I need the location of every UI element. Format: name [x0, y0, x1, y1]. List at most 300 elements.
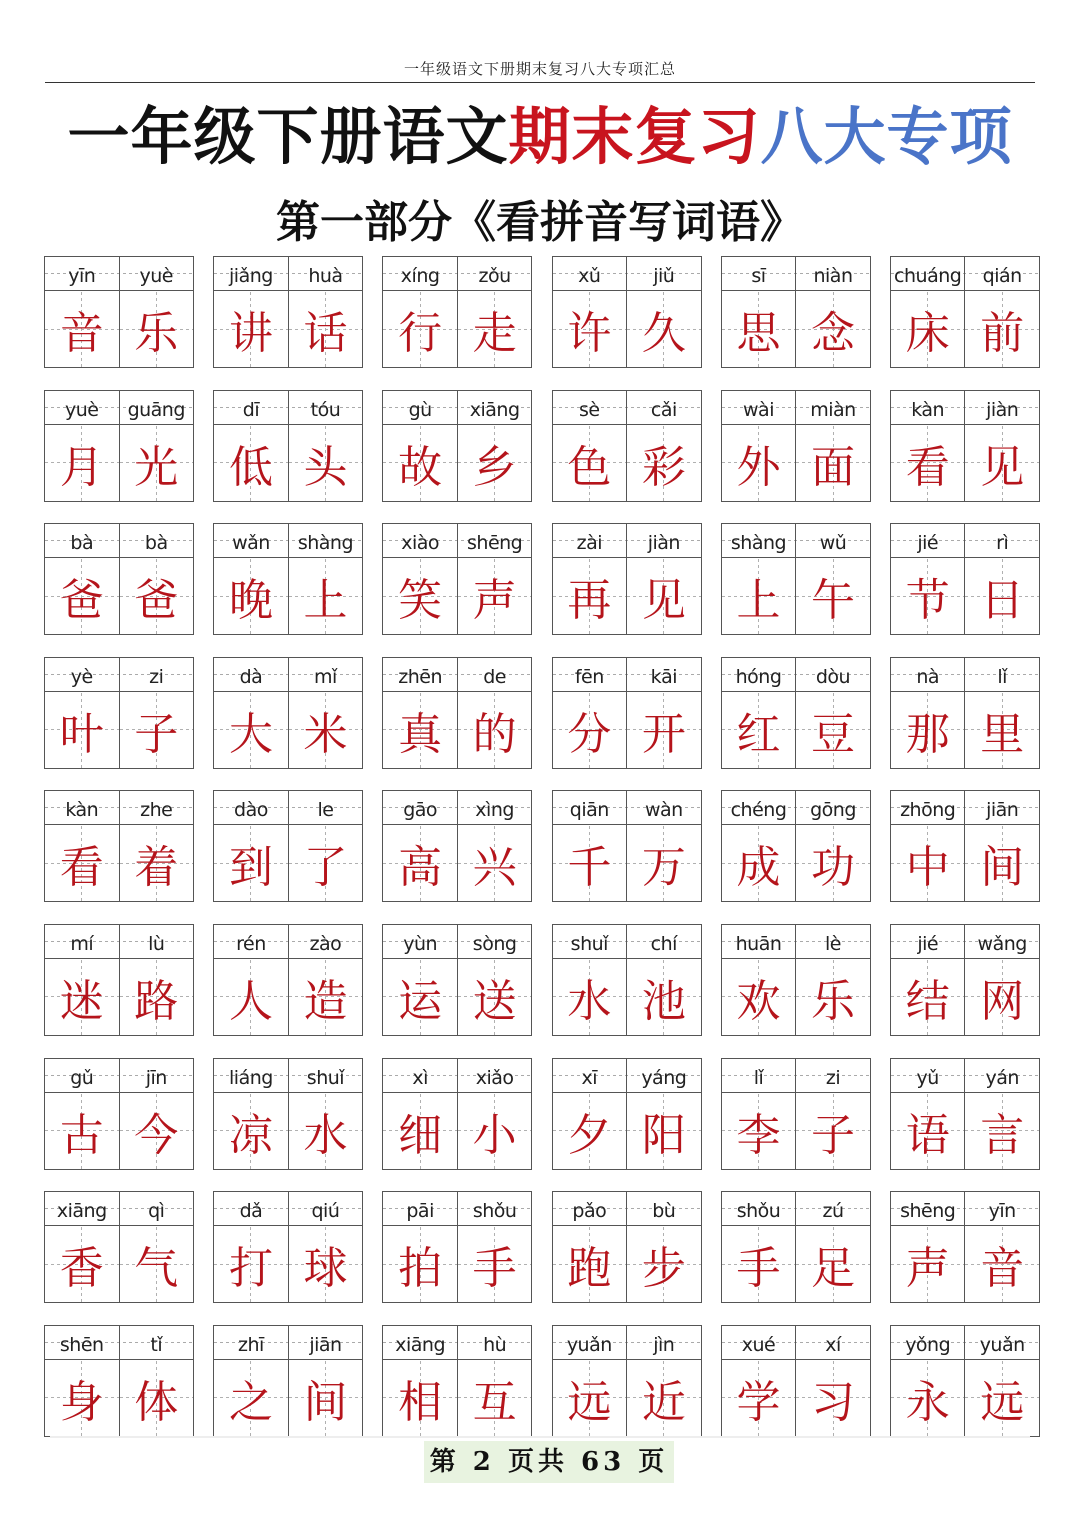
pinyin-syllable: zǒu — [478, 265, 511, 287]
pinyin-syllable: yè — [45, 658, 120, 691]
hanzi-writing-cell: 上 — [722, 558, 797, 634]
pinyin-row — [45, 1192, 193, 1226]
pinyin-row — [214, 1326, 362, 1360]
title-part-eight-topics: 八大专项 — [760, 100, 1013, 173]
pinyin-row — [383, 658, 531, 692]
character-row — [383, 291, 531, 367]
pinyin-row — [891, 791, 1039, 825]
pinyin-syllable: xué — [722, 1326, 797, 1359]
pinyin-syllable: bà — [144, 532, 168, 555]
character-row — [722, 1226, 870, 1302]
character-row — [45, 959, 193, 1035]
hanzi-writing-cell: 结 — [891, 959, 966, 1035]
pinyin-syllable: jié — [891, 524, 966, 557]
character-row — [214, 1226, 362, 1302]
hanzi-writing-cell: 言 — [965, 1093, 1039, 1169]
pinyin-syllable: bù — [652, 1200, 676, 1223]
hanzi-writing-cell: 到 — [214, 825, 289, 901]
pinyin-syllable: pāi — [383, 1192, 458, 1225]
character-row — [214, 1360, 362, 1436]
hanzi-writing-cell: 音 — [45, 291, 120, 367]
hanzi-writing-cell: 李 — [722, 1093, 797, 1169]
pinyin-syllable: jiǔ — [653, 265, 675, 287]
pinyin-syllable: chéng — [722, 791, 797, 824]
pinyin-row — [553, 1059, 701, 1093]
pinyin-syllable: lù — [148, 932, 165, 955]
hanzi-writing-cell: 远 — [965, 1360, 1039, 1436]
character-row — [553, 692, 701, 768]
pinyin-row — [722, 1059, 870, 1093]
pinyin-syllable: sòng — [472, 932, 517, 955]
pinyin-syllable: shàng — [722, 524, 797, 557]
pinyin-row — [383, 1059, 531, 1093]
pinyin-syllable: zhe — [140, 799, 173, 822]
pinyin-row — [45, 925, 193, 959]
pinyin-syllable: yùn — [383, 925, 458, 958]
hanzi-writing-cell: 久 — [627, 291, 701, 367]
hanzi-writing-cell: 近 — [627, 1360, 701, 1436]
pinyin-syllable: zi — [149, 665, 164, 688]
pinyin-syllable: xiāng — [469, 398, 520, 421]
word-grid — [44, 256, 1040, 1437]
character-row — [891, 425, 1039, 501]
hanzi-writing-cell: 声 — [891, 1226, 966, 1302]
pinyin-row — [722, 257, 870, 291]
hanzi-writing-cell: 乐 — [120, 291, 194, 367]
hanzi-writing-cell: 念 — [796, 291, 870, 367]
word-card — [552, 790, 702, 902]
character-row — [553, 959, 701, 1035]
pinyin-row — [214, 391, 362, 425]
pinyin-syllable: shàng — [297, 532, 354, 555]
word-card — [213, 390, 363, 502]
hanzi-writing-cell: 迷 — [45, 959, 120, 1035]
pinyin-syllable: wàn — [644, 799, 683, 822]
hanzi-writing-cell: 分 — [553, 692, 628, 768]
pinyin-syllable: kàn — [45, 791, 120, 824]
pinyin-syllable: yīn — [988, 1200, 1016, 1223]
character-row — [722, 1360, 870, 1436]
hanzi-writing-cell: 古 — [45, 1093, 120, 1169]
word-card — [382, 390, 532, 502]
hanzi-writing-cell: 习 — [796, 1360, 870, 1436]
pinyin-syllable: yán — [985, 1066, 1019, 1089]
hanzi-writing-cell: 之 — [214, 1360, 289, 1436]
hanzi-writing-cell: 外 — [722, 425, 797, 501]
character-row — [891, 1226, 1039, 1302]
pinyin-syllable: yuè — [139, 265, 173, 287]
character-row — [45, 692, 193, 768]
hanzi-writing-cell: 面 — [796, 425, 870, 501]
word-card — [890, 256, 1040, 368]
word-card — [721, 790, 871, 902]
pinyin-syllable: shǒu — [472, 1200, 517, 1223]
hanzi-writing-cell: 走 — [458, 291, 532, 367]
word-card — [890, 924, 1040, 1036]
pinyin-syllable: pǎo — [553, 1192, 628, 1225]
character-row — [553, 1226, 701, 1302]
hanzi-writing-cell: 足 — [796, 1226, 870, 1302]
hanzi-writing-cell: 水 — [289, 1093, 363, 1169]
pinyin-row — [45, 658, 193, 692]
pinyin-syllable: wǎng — [977, 932, 1027, 955]
character-row — [214, 692, 362, 768]
pinyin-syllable: wǔ — [819, 532, 847, 555]
hanzi-writing-cell: 的 — [458, 692, 532, 768]
pinyin-row — [722, 1192, 870, 1226]
word-card — [44, 256, 194, 368]
pinyin-row — [45, 524, 193, 558]
word-card — [382, 1058, 532, 1170]
word-card — [382, 924, 532, 1036]
hanzi-writing-cell: 里 — [965, 692, 1039, 768]
pinyin-row — [214, 925, 362, 959]
word-card — [44, 790, 194, 902]
pinyin-syllable: jiàn — [647, 532, 680, 555]
pinyin-syllable: zào — [309, 932, 342, 955]
pinyin-syllable: jié — [891, 925, 966, 958]
pinyin-syllable: xiāng — [45, 1192, 120, 1225]
pinyin-row — [45, 391, 193, 425]
word-card — [890, 523, 1040, 635]
hanzi-writing-cell: 子 — [796, 1093, 870, 1169]
pinyin-row — [214, 257, 362, 291]
pinyin-row — [553, 391, 701, 425]
word-card — [382, 523, 532, 635]
character-row — [553, 425, 701, 501]
pinyin-row — [45, 257, 193, 291]
pinyin-syllable: shǒu — [722, 1192, 797, 1225]
pinyin-syllable: shēng — [891, 1192, 966, 1225]
pinyin-syllable: sè — [553, 391, 628, 424]
main-title — [0, 96, 1080, 178]
pinyin-syllable: jiān — [986, 799, 1019, 822]
pinyin-row — [214, 791, 362, 825]
hanzi-writing-cell: 低 — [214, 425, 289, 501]
hanzi-writing-cell: 路 — [120, 959, 194, 1035]
character-row — [45, 1226, 193, 1302]
word-card — [890, 657, 1040, 769]
pinyin-syllable: qì — [148, 1200, 165, 1223]
character-row — [45, 1093, 193, 1169]
pinyin-syllable: de — [483, 665, 506, 688]
pinyin-row — [45, 1326, 193, 1360]
pinyin-syllable: tǐ — [150, 1333, 163, 1356]
hanzi-writing-cell: 红 — [722, 692, 797, 768]
pinyin-row — [383, 524, 531, 558]
pinyin-syllable: guāng — [127, 398, 185, 421]
hanzi-writing-cell: 床 — [891, 291, 966, 367]
character-row — [891, 959, 1039, 1035]
word-card — [382, 256, 532, 368]
hanzi-writing-cell: 大 — [214, 692, 289, 768]
pinyin-syllable: qián — [982, 265, 1022, 287]
pinyin-syllable: wǎn — [214, 524, 289, 557]
word-card — [552, 523, 702, 635]
title-part-grade: 一年级下册语文 — [67, 100, 509, 173]
pinyin-syllable: huà — [308, 265, 343, 287]
hanzi-writing-cell: 兴 — [458, 825, 532, 901]
pinyin-row — [553, 791, 701, 825]
hanzi-writing-cell: 千 — [553, 825, 628, 901]
character-row — [214, 558, 362, 634]
character-row — [891, 825, 1039, 901]
hanzi-writing-cell: 子 — [120, 692, 194, 768]
pinyin-syllable: rén — [214, 925, 289, 958]
pinyin-syllable: hóng — [722, 658, 797, 691]
hanzi-writing-cell: 间 — [289, 1360, 363, 1436]
hanzi-writing-cell: 乐 — [796, 959, 870, 1035]
hanzi-writing-cell: 打 — [214, 1226, 289, 1302]
hanzi-writing-cell: 人 — [214, 959, 289, 1035]
character-row — [214, 291, 362, 367]
pinyin-syllable: cǎi — [650, 398, 677, 421]
pinyin-syllable: tóu — [310, 398, 341, 421]
pinyin-syllable: yáng — [641, 1066, 687, 1089]
pinyin-row — [45, 791, 193, 825]
pinyin-syllable: sī — [722, 257, 797, 290]
character-row — [722, 959, 870, 1035]
hanzi-writing-cell: 行 — [383, 291, 458, 367]
pinyin-syllable: dǎ — [214, 1192, 289, 1225]
word-card — [213, 256, 363, 368]
word-card — [721, 256, 871, 368]
word-card — [213, 790, 363, 902]
word-card — [44, 657, 194, 769]
hanzi-writing-cell: 见 — [627, 558, 701, 634]
character-row — [891, 291, 1039, 367]
pinyin-syllable: xiǎo — [475, 1066, 514, 1089]
pinyin-syllable: dào — [214, 791, 289, 824]
hanzi-writing-cell: 着 — [120, 825, 194, 901]
pinyin-row — [553, 1326, 701, 1360]
hanzi-writing-cell: 前 — [965, 291, 1039, 367]
hanzi-writing-cell: 小 — [458, 1093, 532, 1169]
hanzi-writing-cell: 运 — [383, 959, 458, 1035]
word-card — [44, 1058, 194, 1170]
word-card — [890, 390, 1040, 502]
pinyin-syllable: kāi — [650, 665, 678, 688]
pinyin-syllable: shēn — [45, 1326, 120, 1359]
word-card — [721, 1191, 871, 1303]
pinyin-syllable: yuè — [45, 391, 120, 424]
word-card — [721, 1325, 871, 1437]
word-card — [552, 657, 702, 769]
word-card — [44, 924, 194, 1036]
hanzi-writing-cell: 送 — [458, 959, 532, 1035]
hanzi-writing-cell: 香 — [45, 1226, 120, 1302]
pinyin-syllable: yuǎn — [979, 1333, 1025, 1356]
word-card — [213, 1058, 363, 1170]
character-row — [214, 1093, 362, 1169]
hanzi-writing-cell: 永 — [891, 1360, 966, 1436]
pinyin-syllable: gù — [383, 391, 458, 424]
pinyin-syllable: shuǐ — [306, 1066, 345, 1089]
hanzi-writing-cell: 阳 — [627, 1093, 701, 1169]
pinyin-syllable: zú — [822, 1200, 844, 1223]
hanzi-writing-cell: 午 — [796, 558, 870, 634]
hanzi-writing-cell: 上 — [289, 558, 363, 634]
pinyin-syllable: qiān — [553, 791, 628, 824]
hanzi-writing-cell: 月 — [45, 425, 120, 501]
page-header-subtitle: 一年级语文下册期末复习八大专项汇总 — [403, 60, 676, 78]
pinyin-row — [891, 658, 1039, 692]
hanzi-writing-cell: 夕 — [553, 1093, 628, 1169]
hanzi-writing-cell: 语 — [891, 1093, 966, 1169]
hanzi-writing-cell: 声 — [458, 558, 532, 634]
hanzi-writing-cell: 看 — [891, 425, 966, 501]
character-row — [891, 1093, 1039, 1169]
pinyin-syllable: rì — [996, 532, 1009, 555]
hanzi-writing-cell: 造 — [289, 959, 363, 1035]
pinyin-row — [891, 1192, 1039, 1226]
character-row — [45, 825, 193, 901]
hanzi-writing-cell: 体 — [120, 1360, 194, 1436]
word-card — [890, 1191, 1040, 1303]
pinyin-syllable: dòu — [815, 665, 851, 688]
hanzi-writing-cell: 见 — [965, 425, 1039, 501]
pinyin-row — [214, 1192, 362, 1226]
pinyin-row — [722, 658, 870, 692]
pinyin-syllable: xiào — [383, 524, 458, 557]
hanzi-writing-cell: 今 — [120, 1093, 194, 1169]
hanzi-writing-cell: 故 — [383, 425, 458, 501]
hanzi-writing-cell: 晚 — [214, 558, 289, 634]
hanzi-writing-cell: 笑 — [383, 558, 458, 634]
pinyin-syllable: bà — [45, 524, 120, 557]
word-card — [213, 1191, 363, 1303]
pinyin-syllable: xì — [383, 1059, 458, 1092]
hanzi-writing-cell: 拍 — [383, 1226, 458, 1302]
hanzi-writing-cell: 相 — [383, 1360, 458, 1436]
pinyin-syllable: mǐ — [314, 665, 337, 688]
word-card — [890, 1325, 1040, 1437]
pinyin-syllable: yīn — [45, 257, 120, 290]
character-row — [891, 1360, 1039, 1436]
word-card — [721, 1058, 871, 1170]
character-row — [383, 1360, 531, 1436]
character-row — [722, 1093, 870, 1169]
header-divider — [45, 82, 1035, 83]
pinyin-syllable: nà — [891, 658, 966, 691]
hanzi-writing-cell: 高 — [383, 825, 458, 901]
pinyin-syllable: gǔ — [45, 1059, 120, 1092]
hanzi-writing-cell: 跑 — [553, 1226, 628, 1302]
hanzi-writing-cell: 功 — [796, 825, 870, 901]
hanzi-writing-cell: 再 — [553, 558, 628, 634]
pinyin-syllable: gōng — [810, 799, 856, 822]
hanzi-writing-cell: 池 — [627, 959, 701, 1035]
pinyin-row — [891, 1059, 1039, 1093]
pinyin-row — [383, 791, 531, 825]
hanzi-writing-cell: 凉 — [214, 1093, 289, 1169]
hanzi-writing-cell: 球 — [289, 1226, 363, 1302]
hanzi-writing-cell: 欢 — [722, 959, 797, 1035]
pinyin-row — [553, 658, 701, 692]
word-card — [721, 390, 871, 502]
section-title: 第一部分《看拼音写词语》 — [276, 197, 804, 248]
character-row — [553, 291, 701, 367]
character-row — [45, 558, 193, 634]
hanzi-writing-cell: 彩 — [627, 425, 701, 501]
pinyin-syllable: shuǐ — [553, 925, 628, 958]
pinyin-syllable: xī — [553, 1059, 628, 1092]
pinyin-syllable: chuáng — [891, 257, 966, 290]
character-row — [553, 825, 701, 901]
pinyin-row — [383, 391, 531, 425]
character-row — [722, 558, 870, 634]
word-card — [382, 790, 532, 902]
character-row — [383, 1226, 531, 1302]
pinyin-row — [553, 925, 701, 959]
character-row — [383, 825, 531, 901]
character-row — [383, 959, 531, 1035]
pinyin-syllable: mí — [45, 925, 120, 958]
hanzi-writing-cell: 米 — [289, 692, 363, 768]
pinyin-syllable: kàn — [891, 391, 966, 424]
word-card — [382, 1325, 532, 1437]
pinyin-syllable: huān — [722, 925, 797, 958]
pinyin-row — [891, 1326, 1039, 1360]
character-row — [891, 558, 1039, 634]
word-card — [213, 1325, 363, 1437]
word-card — [552, 1325, 702, 1437]
hanzi-writing-cell: 间 — [965, 825, 1039, 901]
pinyin-row — [553, 257, 701, 291]
hanzi-writing-cell: 话 — [289, 291, 363, 367]
pinyin-syllable: yǔ — [891, 1059, 966, 1092]
page-number: 第 2 页共 63 页 — [424, 1441, 674, 1483]
pinyin-syllable: gāo — [383, 791, 458, 824]
character-row — [383, 1093, 531, 1169]
hanzi-writing-cell: 头 — [289, 425, 363, 501]
pinyin-syllable: jiàn — [986, 398, 1019, 421]
word-card — [213, 657, 363, 769]
hanzi-writing-cell: 音 — [965, 1226, 1039, 1302]
pinyin-syllable: lǐ — [997, 665, 1007, 688]
pinyin-syllable: zhēn — [383, 658, 458, 691]
pinyin-syllable: lè — [825, 932, 841, 955]
pinyin-row — [214, 524, 362, 558]
character-row — [891, 692, 1039, 768]
pinyin-row — [722, 391, 870, 425]
hanzi-writing-cell: 乡 — [458, 425, 532, 501]
pinyin-syllable: jīn — [145, 1066, 167, 1089]
word-card — [552, 390, 702, 502]
hanzi-writing-cell: 叶 — [45, 692, 120, 768]
pinyin-syllable: chí — [650, 932, 677, 955]
hanzi-writing-cell: 真 — [383, 692, 458, 768]
word-card — [44, 390, 194, 502]
hanzi-writing-cell: 讲 — [214, 291, 289, 367]
pinyin-row — [891, 257, 1039, 291]
hanzi-writing-cell: 色 — [553, 425, 628, 501]
pinyin-row — [722, 1326, 870, 1360]
pinyin-row — [722, 524, 870, 558]
hanzi-writing-cell: 互 — [458, 1360, 532, 1436]
pinyin-row — [891, 391, 1039, 425]
pinyin-syllable: fēn — [553, 658, 628, 691]
pinyin-row — [383, 257, 531, 291]
pinyin-syllable: wài — [722, 391, 797, 424]
pinyin-syllable: jìn — [653, 1333, 675, 1356]
pinyin-syllable: zhī — [214, 1326, 289, 1359]
pinyin-row — [553, 1192, 701, 1226]
word-card — [213, 523, 363, 635]
character-row — [45, 291, 193, 367]
pinyin-row — [553, 524, 701, 558]
pinyin-row — [383, 1326, 531, 1360]
